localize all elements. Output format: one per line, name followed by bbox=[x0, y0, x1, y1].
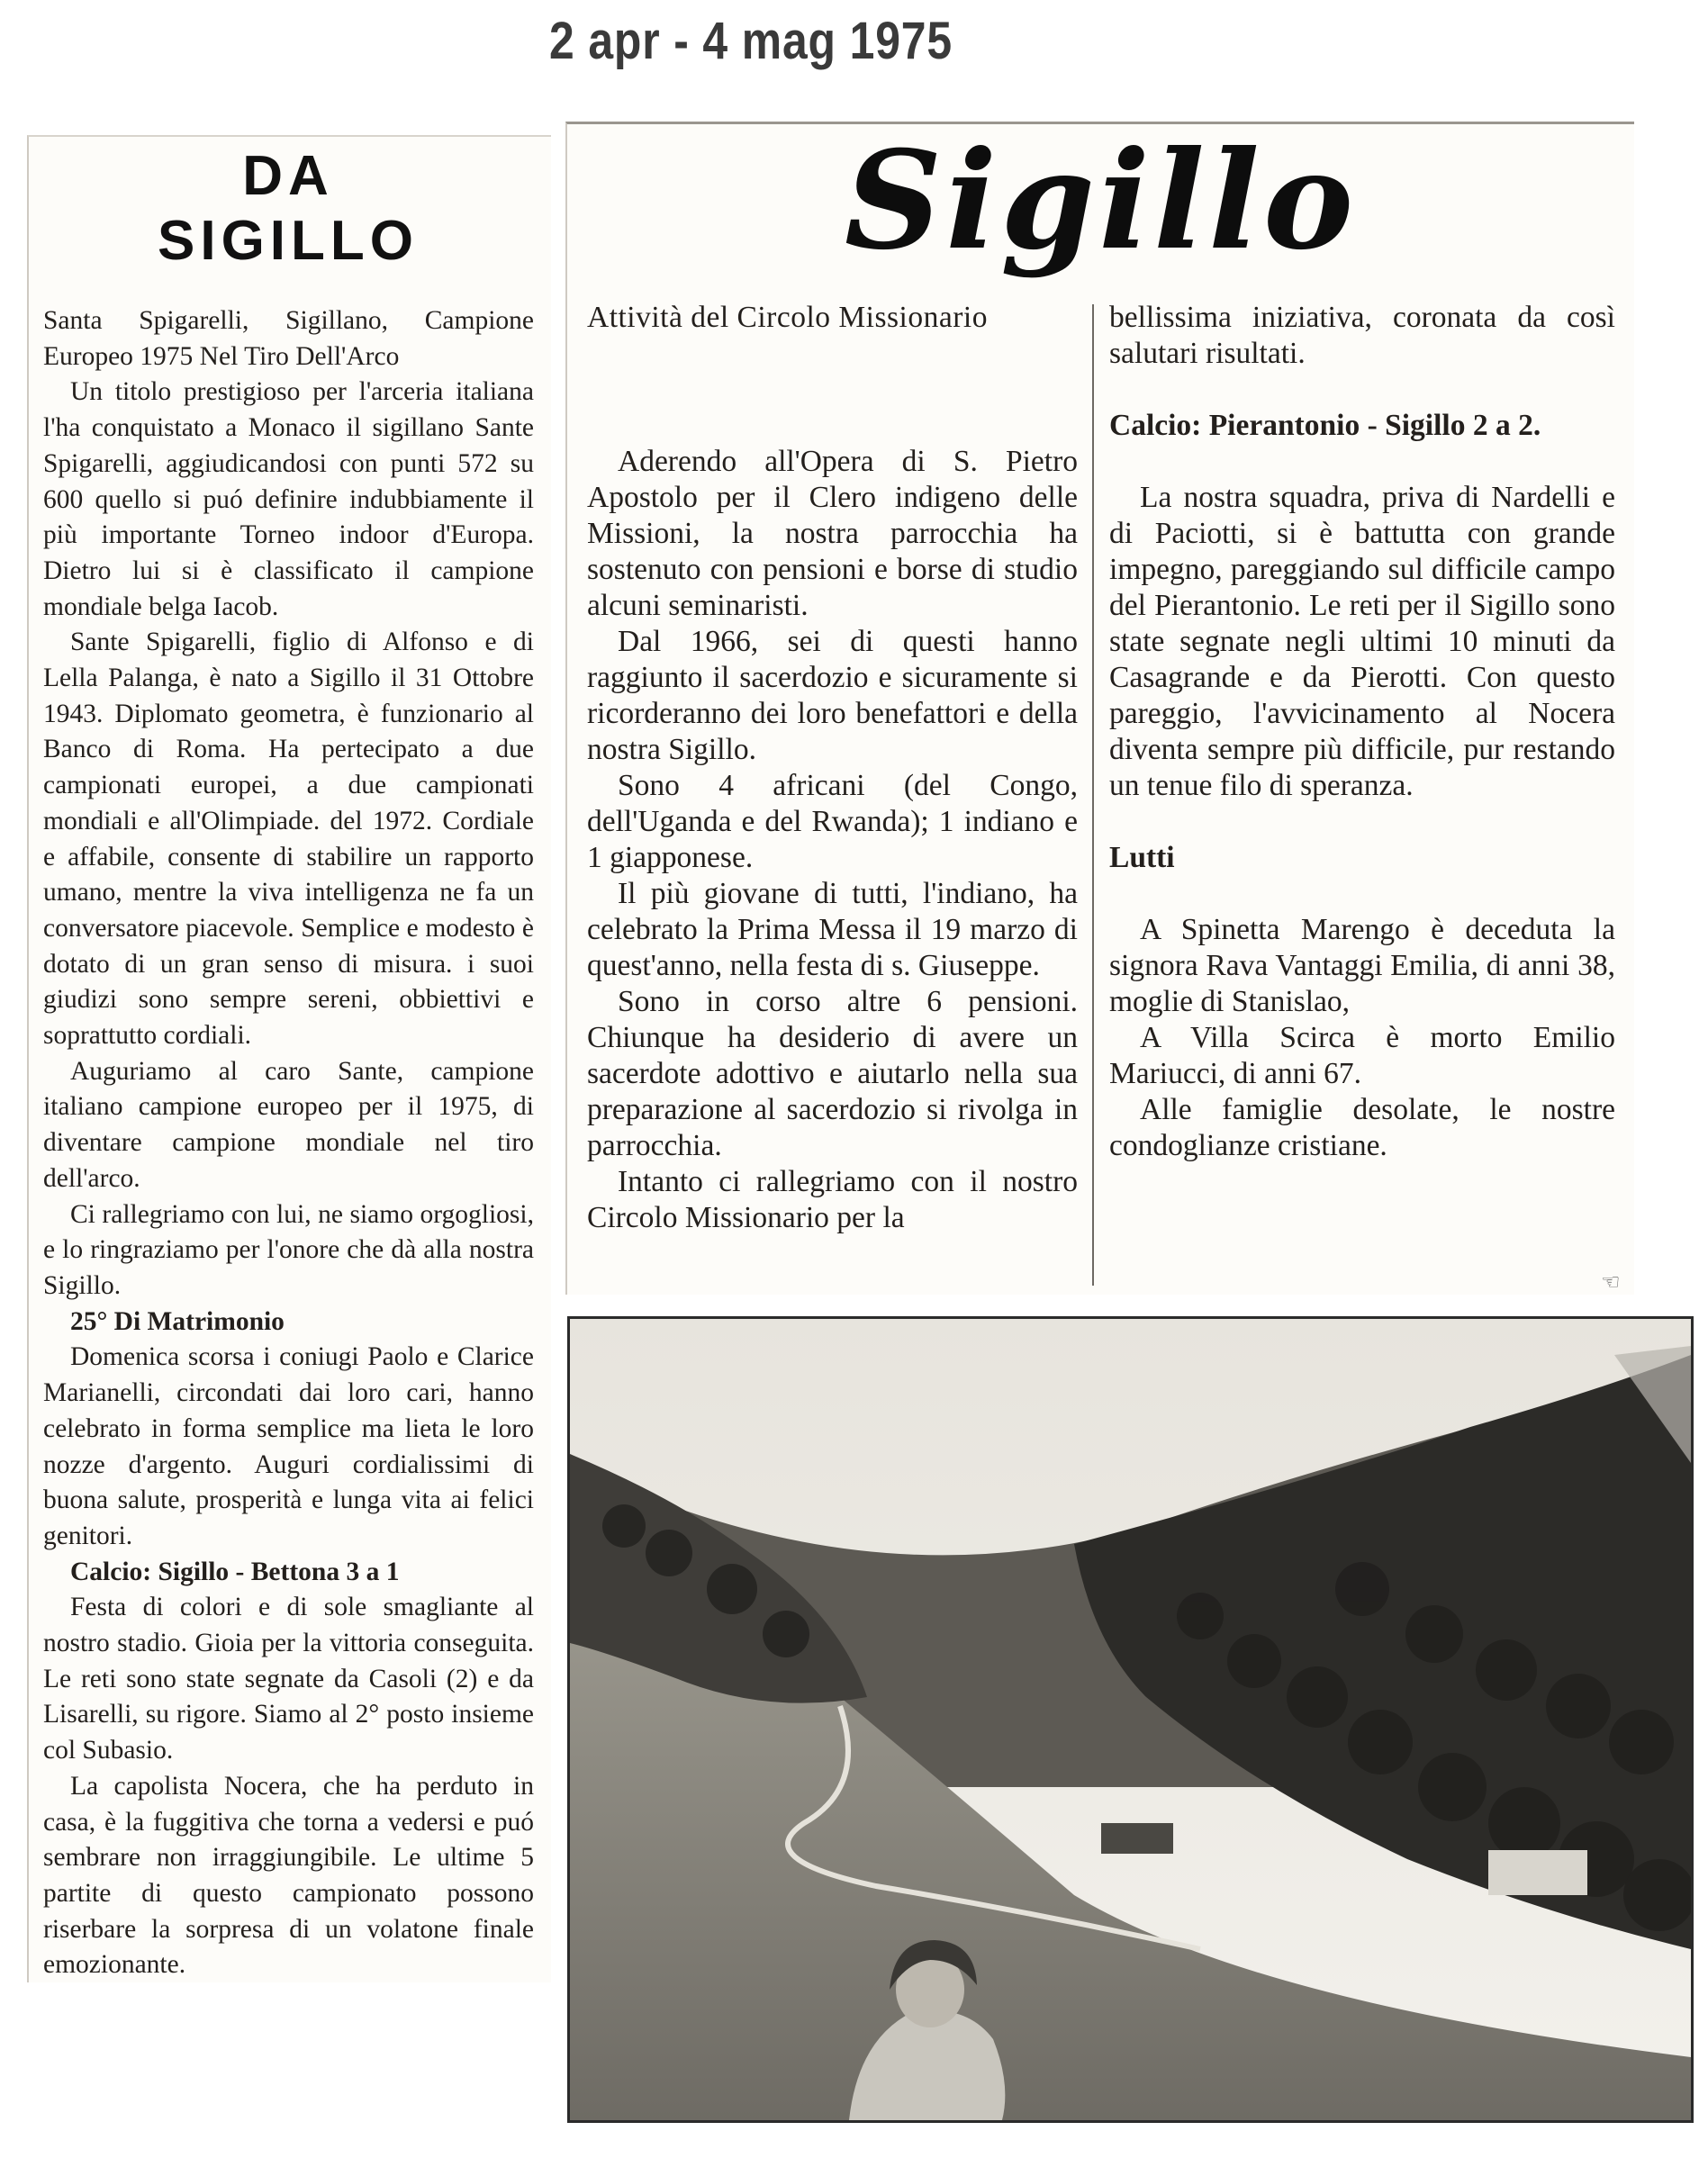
photo-bus bbox=[1101, 1823, 1173, 1854]
da-title-line2: SIGILLO bbox=[158, 210, 419, 272]
pointing-hand-icon: ☜ bbox=[1601, 1269, 1621, 1295]
missionary-paragraph-1: Aderendo all'Opera di S. Pietro Apostolo per il Clero indigeno delle Missioni, la nostra parrocchia ha sostenuto con pensioni e borse di studio alcuni seminaristi. bbox=[587, 445, 1078, 622]
left-article-body bbox=[43, 303, 534, 1983]
column-divider bbox=[1092, 304, 1094, 1286]
sigillo-masthead: Sigillo bbox=[844, 122, 1358, 280]
photo-hut bbox=[1488, 1850, 1587, 1895]
missionary-paragraph-5: Sono in corso altre 6 pensioni. Chiunque ha desiderio di avere un sacerdote adottivo e aiutarlo nella sua preparazione al sacerdozio si rivolga in parrocchia. bbox=[587, 985, 1078, 1162]
obituaries-heading: Lutti bbox=[1109, 841, 1175, 874]
missionary-paragraph-3: Sono 4 africani (del Congo, dell'Uganda e del Rwanda); 1 indiano e 1 giapponese. bbox=[587, 769, 1078, 874]
date-header: 2 apr - 4 mag 1975 bbox=[549, 12, 953, 70]
news-column bbox=[1109, 300, 1615, 1164]
da-title-line1: DA bbox=[242, 145, 334, 207]
football-paragraph-1: Festa di colori e di sole smagliante al nostro stadio. Gioia per la vittoria conseguita. Le reti sono state segnate da Casoli (2) e da Lisarelli, su rigore. Siamo al 2° posto insieme col Subasio. bbox=[43, 1593, 534, 1765]
landscape-photograph bbox=[567, 1316, 1694, 2123]
pierantonio-heading: Calcio: Pierantonio - Sigillo 2 a 2. bbox=[1109, 409, 1541, 442]
missionary-paragraph-4: Il più giovane di tutti, l'indiano, ha celebrato la Prima Messa il 19 marzo di quest'anno, nella festa di s. Giuseppe. bbox=[587, 877, 1078, 982]
obituary-paragraph-3: Alle famiglie desolate, le nostre condoglianze cristiane. bbox=[1109, 1093, 1615, 1162]
missionary-paragraph-2: Dal 1966, sei di questi hanno raggiunto il sacerdozio e sicuramente si ricorderanno dei loro benefattori e della nostra Sigillo. bbox=[587, 625, 1078, 766]
archery-headline: Santa Spigarelli, Sigillano, Campione Europeo 1975 Nel Tiro Dell'Arco bbox=[43, 306, 534, 371]
archery-paragraph-1: Un titolo prestigioso per l'arceria italiana l'ha conquistato a Monaco il sigillano Sante Spigarelli, aggiudicandosi con punti 572 su 600 quello si puó definire indubbiamente il più importante Torneo indoor d'Europa. Dietro lui si è classificato il campione mondiale belga Iacob. bbox=[43, 377, 534, 621]
da-sigillo-title bbox=[81, 144, 495, 274]
obituary-paragraph-1: A Spinetta Marengo è deceduta la signora Rava Vantaggi Emilia, di anni 38, moglie di Stanislao, bbox=[1109, 913, 1615, 1018]
missionary-column bbox=[587, 300, 1078, 1236]
anniversary-heading: 25° Di Matrimonio bbox=[70, 1306, 285, 1336]
missionary-heading: Attività del Circolo Missionario bbox=[587, 301, 988, 334]
archery-paragraph-2: Sante Spigarelli, figlio di Alfonso e di Lella Palanga, è nato a Sigillo il 31 Ottobre 1943. Diplomato geometra, è funzionario al Banco di Roma. Ha pertecipato a due campionati europei, a due campionati mondiali e all'Olimpiade. del 1972. Cordiale e affabile, consente di stabilire un rapporto umano, mentre la viva intelligenza ne fa un conversatore piacevole. Semplice e modesto è dotato di un gran senso di misura. i suoi giudizi sono sempre sereni, obbiettivi e soprattutto cordiali. bbox=[43, 628, 534, 1051]
archery-paragraph-4: Ci rallegriamo con lui, ne siamo orgogliosi, e lo ringraziamo per l'onore che dà alla nostra Sigillo. bbox=[43, 1199, 534, 1300]
missionary-paragraph-6: Intanto ci rallegriamo con il nostro Circolo Missionario per la bbox=[587, 1165, 1078, 1234]
anniversary-paragraph: Domenica scorsa i coniugi Paolo e Clarice Marianelli, circondati dai loro cari, hanno celebrato in forma semplice ma lieta le loro nozze d'argento. Auguri cordialissimi di buona salute, prosperità e lunga vita ai felici genitori. bbox=[43, 1342, 534, 1550]
missionary-continuation: bellissima iniziativa, coronata da così salutari risultati. bbox=[1109, 301, 1615, 370]
archery-paragraph-3: Auguriamo al caro Sante, campione italiano campione europeo per il 1975, di diventare campione mondiale nel tiro dell'arco. bbox=[43, 1056, 534, 1193]
right-clipping bbox=[565, 122, 1634, 1295]
photo-drawing bbox=[570, 1319, 1691, 2120]
pierantonio-paragraph: La nostra squadra, priva di Nardelli e di Paciotti, si è battutta con grande impegno, pareggiando sul difficile campo del Pierantonio. Le reti per il Sigillo sono state segnate negli ultimi 10 minuti da Casagrande e da Pierotti. Con questo pareggio, l'avvicinamento al Nocera diventa sempre più difficile, pur restando un tenue filo di speranza. bbox=[1109, 481, 1615, 802]
football-paragraph-2: La capolista Nocera, che ha perduto in casa, è la fuggitiva che torna a vedersi e puó sembrare non irraggiungibile. Le ultime 5 partite di questo campionato possono riserbare la sorpresa di un volatone finale emozionante. bbox=[43, 1771, 534, 1980]
obituary-paragraph-2: A Villa Scirca è morto Emilio Mariucci, di anni 67. bbox=[1109, 1021, 1615, 1090]
left-clipping bbox=[27, 135, 551, 1982]
football-heading: Calcio: Sigillo - Bettona 3 a 1 bbox=[70, 1557, 400, 1586]
